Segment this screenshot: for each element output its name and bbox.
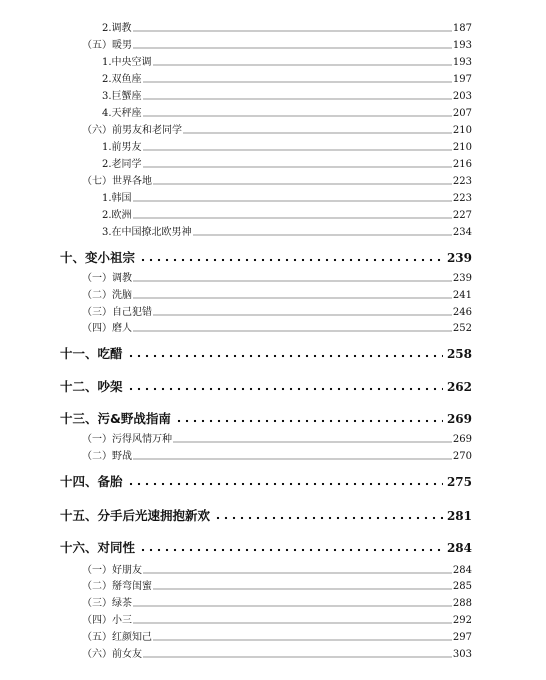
toc-entry[interactable] <box>102 56 472 70</box>
toc-chapter-15[interactable] <box>60 507 472 525</box>
toc-entry-page: 203 <box>452 91 472 102</box>
toc-entry[interactable] <box>82 580 472 594</box>
toc-entry[interactable] <box>82 272 472 286</box>
toc-entry-label: （二）野战 <box>82 451 132 462</box>
toc-entry-label: （五）红颜知己 <box>82 632 152 643</box>
toc-entry-label: 3.在中国撩北欧男神 <box>102 227 192 238</box>
leader-dots <box>133 296 452 300</box>
leader-dots <box>143 114 452 118</box>
leader-dots <box>173 440 452 444</box>
toc-entry-label: （七）世界各地 <box>82 176 152 187</box>
toc-entry[interactable] <box>82 306 472 320</box>
toc-entry[interactable] <box>102 158 472 172</box>
toc-chapter-page: 239 <box>446 251 472 265</box>
leader-dots <box>127 386 443 392</box>
toc-entry-page: 187 <box>452 23 472 34</box>
toc-entry-page: 239 <box>452 273 472 284</box>
toc-entry[interactable] <box>102 107 472 121</box>
leader-dots <box>153 313 452 317</box>
toc-entry-label: 1.中央空调 <box>102 57 152 68</box>
toc-entry-page: 223 <box>452 176 472 187</box>
toc-entry-label: （三）绿茶 <box>82 598 132 609</box>
toc-entry-page: 227 <box>452 210 472 221</box>
toc-entry-label: （六）前女友 <box>82 649 142 660</box>
toc-entry[interactable] <box>82 289 472 303</box>
toc-entry-label: （五）暖男 <box>82 40 132 51</box>
toc-entry-label: （四）磨人 <box>82 323 132 334</box>
leader-dots <box>193 233 452 237</box>
toc-entry-page: 297 <box>452 632 472 643</box>
toc-entry-page: 285 <box>452 581 472 592</box>
toc-chapter-12[interactable] <box>60 378 472 396</box>
leader-dots <box>143 165 452 169</box>
toc-entry-page: 207 <box>452 108 472 119</box>
toc-entry-page: 269 <box>452 434 472 445</box>
toc-chapter-label: 十、变小祖宗 <box>60 250 136 265</box>
leader-dots <box>133 216 452 220</box>
toc-chapter-label: 十四、备胎 <box>60 474 123 489</box>
toc-entry-label: 4.天秤座 <box>102 108 142 119</box>
toc-entry[interactable] <box>82 597 472 611</box>
leader-dots <box>133 46 452 50</box>
toc-entry[interactable] <box>102 22 472 36</box>
toc-entry-page: 210 <box>452 142 472 153</box>
leader-dots <box>127 481 443 487</box>
leader-dots <box>143 571 452 575</box>
toc-entry-page: 284 <box>452 565 472 576</box>
leader-dots <box>133 604 452 608</box>
toc-chapter-10[interactable] <box>60 249 472 267</box>
toc-entry-label: （四）小三 <box>82 615 132 626</box>
toc-chapter-label: 十三、污&野战指南 <box>60 411 171 426</box>
toc-entry-page: 216 <box>452 159 472 170</box>
toc-entry[interactable] <box>82 433 472 447</box>
toc-entry-page: 252 <box>452 323 472 334</box>
leader-dots <box>127 353 443 359</box>
leader-dots <box>133 621 452 625</box>
toc-chapter-page: 275 <box>446 475 472 489</box>
toc-entry-page: 193 <box>452 57 472 68</box>
leader-dots <box>183 131 452 135</box>
leader-dots <box>153 182 452 186</box>
leader-dots <box>133 457 452 461</box>
toc-entry-page: 210 <box>452 125 472 136</box>
toc-entry-page: 197 <box>452 74 472 85</box>
toc-chapter-13[interactable] <box>60 410 472 428</box>
toc-entry-page: 288 <box>452 598 472 609</box>
leader-dots <box>143 97 452 101</box>
toc-entry[interactable] <box>102 192 472 206</box>
toc-entry[interactable] <box>82 39 472 53</box>
toc-entry[interactable] <box>82 631 472 645</box>
leader-dots <box>175 418 443 424</box>
toc-chapter-14[interactable] <box>60 473 472 491</box>
toc-entry[interactable] <box>82 614 472 628</box>
leader-dots <box>143 80 452 84</box>
toc-entry-label: 2.调教 <box>102 23 132 34</box>
leader-dots <box>143 655 452 659</box>
toc-entry-page: 246 <box>452 307 472 318</box>
toc-entry[interactable] <box>102 141 472 155</box>
toc-entry-label: （六）前男友和老同学 <box>82 125 182 136</box>
toc-entry[interactable] <box>82 175 472 189</box>
toc-entry-label: 2.双鱼座 <box>102 74 142 85</box>
toc-entry[interactable] <box>102 209 472 223</box>
leader-dots <box>133 329 452 333</box>
toc-entry[interactable] <box>82 564 472 578</box>
toc-entry-page: 223 <box>452 193 472 204</box>
toc-chapter-page: 258 <box>446 347 472 361</box>
leader-dots <box>139 257 443 263</box>
toc-chapter-label: 十二、吵架 <box>60 379 123 394</box>
toc-chapter-11[interactable] <box>60 345 472 363</box>
toc-entry-label: （一）污得风情万种 <box>82 434 172 445</box>
leader-dots <box>133 279 452 283</box>
toc-entry-label: 1.前男友 <box>102 142 142 153</box>
toc-chapter-label: 十一、吃醋 <box>60 346 123 361</box>
toc-entry-label: （一）调教 <box>82 273 132 284</box>
leader-dots <box>133 29 452 33</box>
toc-chapter-page: 284 <box>446 541 472 555</box>
toc-chapter-page: 281 <box>446 509 472 523</box>
toc-entry-label: 1.韩国 <box>102 193 132 204</box>
toc-chapter-page: 262 <box>446 380 472 394</box>
toc-chapter-label: 十五、分手后光速拥抱新欢 <box>60 508 211 523</box>
toc-entry-label: 2.老同学 <box>102 159 142 170</box>
leader-dots <box>139 547 443 553</box>
toc-entry-label: 2.欧洲 <box>102 210 132 221</box>
leader-dots <box>153 587 452 591</box>
toc-entry-page: 241 <box>452 290 472 301</box>
toc-entry-label: （二）洗脑 <box>82 290 132 301</box>
toc-entry-label: （三）自己犯错 <box>82 307 152 318</box>
toc-entry-label: （一）好朋友 <box>82 565 142 576</box>
toc-entry-label: 3.巨蟹座 <box>102 91 142 102</box>
toc-entry-page: 292 <box>452 615 472 626</box>
toc-entry[interactable] <box>102 73 472 87</box>
toc-entry-page: 193 <box>452 40 472 51</box>
toc-entry[interactable] <box>82 322 472 336</box>
toc-entry[interactable] <box>82 648 472 662</box>
toc-entry-page: 303 <box>452 649 472 660</box>
toc-entry[interactable] <box>102 226 472 240</box>
toc-chapter-16[interactable] <box>60 539 472 557</box>
toc-entry[interactable] <box>82 450 472 464</box>
toc-chapter-page: 269 <box>446 412 472 426</box>
toc-entry[interactable] <box>102 90 472 104</box>
toc-entry-page: 270 <box>452 451 472 462</box>
toc-chapter-label: 十六、对同性 <box>60 540 136 555</box>
toc-entry-page: 234 <box>452 227 472 238</box>
leader-dots <box>153 63 452 67</box>
leader-dots <box>133 199 452 203</box>
toc-entry[interactable] <box>82 124 472 138</box>
toc-entry-label: （二）掰弯闺蜜 <box>82 581 152 592</box>
leader-dots <box>143 148 452 152</box>
leader-dots <box>214 515 443 521</box>
leader-dots <box>153 638 452 642</box>
